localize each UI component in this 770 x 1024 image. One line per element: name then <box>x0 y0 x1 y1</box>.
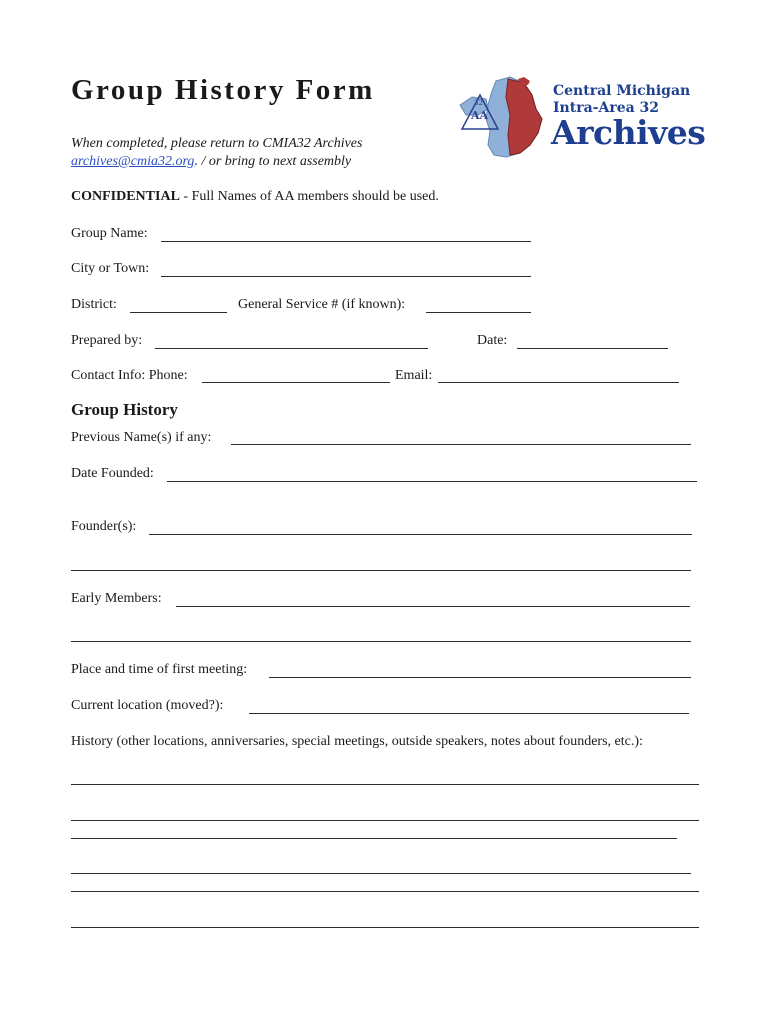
history-line-5[interactable] <box>71 891 699 892</box>
history-prompt: History (other locations, anniversaries, special meetings, outside speakers, notes about founders, etc.): <box>71 734 643 749</box>
date-label: Date: <box>477 333 508 348</box>
return-instructions-line2 <box>71 154 351 170</box>
early-members-field-line2[interactable] <box>71 641 691 642</box>
return-instructions: When completed, please return to CMIA32 Archives <box>71 136 363 151</box>
founders-field-line2[interactable] <box>71 570 691 571</box>
archives-email-link[interactable]: archives@cmia32.org <box>71 154 195 169</box>
district-label: District: <box>71 297 117 312</box>
logo-line-intra-area: Intra-Area 32 <box>553 100 660 116</box>
prepared-by-field[interactable] <box>155 348 428 349</box>
history-line-6[interactable] <box>71 927 699 928</box>
previous-names-label: Previous Name(s) if any: <box>71 430 212 445</box>
current-location-label: Current location (moved?): <box>71 698 224 713</box>
city-label: City or Town: <box>71 261 150 276</box>
logo-line-archives: Archives <box>551 113 706 152</box>
svg-text:32: 32 <box>474 99 483 107</box>
early-members-label: Early Members: <box>71 591 162 606</box>
date-founded-field[interactable] <box>167 481 697 482</box>
founders-field[interactable] <box>149 534 692 535</box>
confidential-text: - Full Names of AA members should be used. <box>179 189 439 204</box>
date-field[interactable] <box>517 348 668 349</box>
first-meeting-field[interactable] <box>269 677 691 678</box>
first-meeting-label: Place and time of first meeting: <box>71 662 248 677</box>
city-field[interactable] <box>161 276 531 277</box>
confidential-label: CONFIDENTIAL <box>71 189 180 204</box>
form-title: Group History Form <box>71 74 375 106</box>
gsn-label: General Service # (if known): <box>238 297 406 312</box>
email-label: Email: <box>395 368 433 383</box>
svg-text:AA: AA <box>471 109 489 122</box>
prepared-by-label: Prepared by: <box>71 333 143 348</box>
michigan-map-icon <box>458 75 550 161</box>
email-field[interactable] <box>438 382 679 383</box>
confidential-note <box>71 187 439 207</box>
history-line-3[interactable] <box>71 838 677 839</box>
district-field[interactable] <box>130 312 227 313</box>
founders-label: Founder(s): <box>71 519 137 534</box>
contact-phone-label: Contact Info: Phone: <box>71 368 188 383</box>
group-name-field[interactable] <box>161 241 531 242</box>
phone-field[interactable] <box>202 382 390 383</box>
previous-names-field[interactable] <box>231 444 691 445</box>
history-line-2[interactable] <box>71 820 699 821</box>
group-name-label: Group Name: <box>71 226 148 241</box>
logo-line-central-michigan: Central Michigan <box>553 83 691 99</box>
history-line-1[interactable] <box>71 784 699 785</box>
gsn-field[interactable] <box>426 312 531 313</box>
return-suffix: . / or bring to next assembly <box>194 154 352 169</box>
group-history-heading: Group History <box>71 400 178 419</box>
date-founded-label: Date Founded: <box>71 466 154 481</box>
current-location-field[interactable] <box>249 713 689 714</box>
early-members-field[interactable] <box>176 606 690 607</box>
cmia32-archives-logo <box>458 75 706 161</box>
history-line-4[interactable] <box>71 873 691 874</box>
